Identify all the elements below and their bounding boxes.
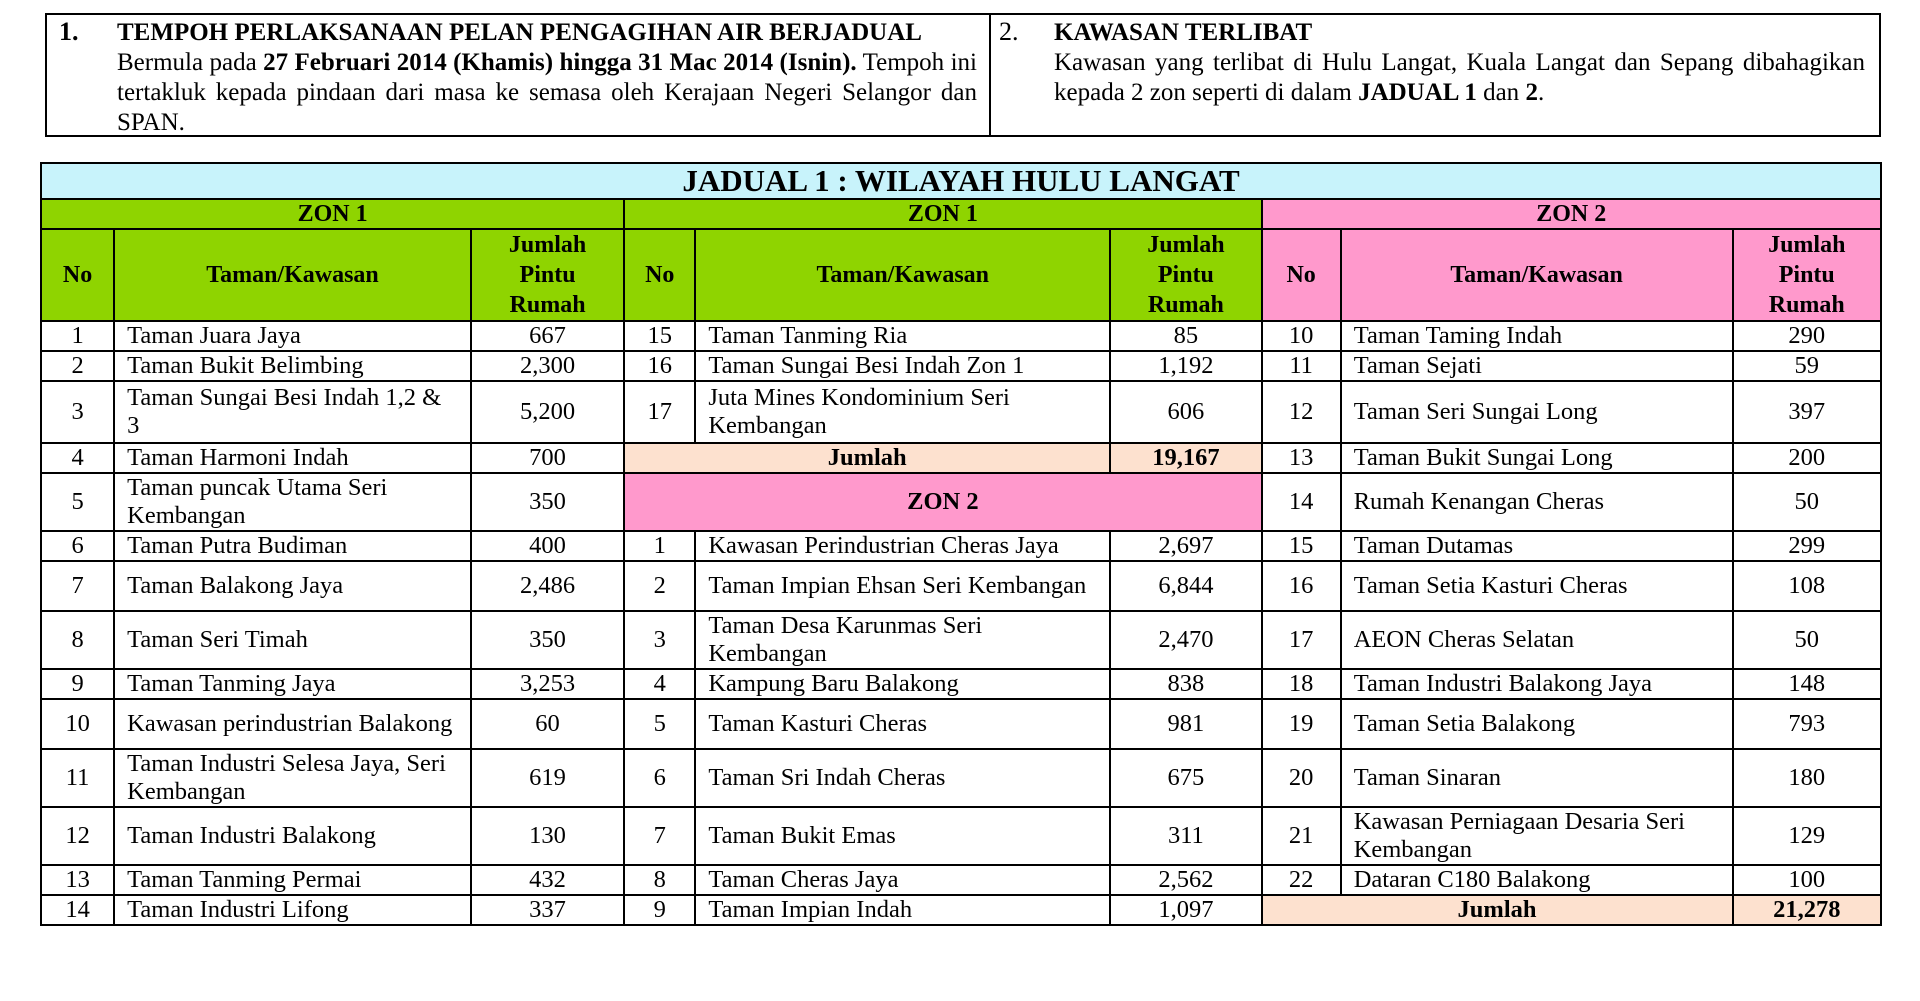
area-name: Dataran C180 Balakong [1341,865,1733,895]
area-name: Taman Bukit Emas [695,807,1110,865]
zone-header: ZON 2 [1262,199,1881,229]
zon1-total-value: 19,167 [1110,443,1261,473]
area-name: Taman Tanming Jaya [114,669,471,699]
house-count: 981 [1110,699,1261,749]
row-number: 16 [1262,561,1341,611]
row-number: 17 [1262,611,1341,669]
area-name: Kawasan perindustrian Balakong [114,699,471,749]
house-count: 619 [471,749,624,807]
row-number: 14 [1262,473,1341,531]
area-name: Taman Sungai Besi Indah 1,2 & 3 [114,381,471,443]
area-name: Taman Setia Kasturi Cheras [1341,561,1733,611]
house-count: 337 [471,895,624,925]
house-count: 2,486 [471,561,624,611]
house-count: 1,192 [1110,351,1261,381]
area-name: Taman Sri Indah Cheras [695,749,1110,807]
row-number: 2 [41,351,114,381]
house-count: 180 [1733,749,1881,807]
table-row [41,473,1881,531]
house-count: 50 [1733,611,1881,669]
column-header-area: Taman/Kawasan [114,229,471,321]
table-row [41,381,1881,443]
row-number: 7 [41,561,114,611]
house-count: 793 [1733,699,1881,749]
house-count: 59 [1733,351,1881,381]
house-count: 350 [471,473,624,531]
area-name: Taman Balakong Jaya [114,561,471,611]
area-name: Taman Juara Jaya [114,321,471,351]
house-count: 838 [1110,669,1261,699]
row-number: 3 [41,381,114,443]
table-title: JADUAL 1 : WILAYAH HULU LANGAT [41,163,1881,199]
area-name: Taman Setia Balakong [1341,699,1733,749]
area-name: Taman Tanming Permai [114,865,471,895]
row-number: 13 [41,865,114,895]
section-text: dan [1476,79,1526,106]
row-number: 11 [1262,351,1341,381]
house-count: 85 [1110,321,1261,351]
row-number: 17 [624,381,695,443]
row-number: 15 [624,321,695,351]
row-number: 11 [41,749,114,807]
house-count: 3,253 [471,669,624,699]
table-row [41,531,1881,561]
house-count: 290 [1733,321,1881,351]
area-name: Taman Industri Lifong [114,895,471,925]
table-row [41,807,1881,865]
row-number: 5 [624,699,695,749]
row-number: 6 [624,749,695,807]
section-text: . [1537,79,1545,106]
column-header-area: Taman/Kawasan [1341,229,1733,321]
house-count: 700 [471,443,624,473]
table-row [41,443,1881,473]
house-count: 50 [1733,473,1881,531]
area-name: Kampung Baru Balakong [695,669,1110,699]
area-name: Taman Desa Karunmas Seri Kembangan [695,611,1110,669]
house-count: 311 [1110,807,1261,865]
house-count: 60 [471,699,624,749]
zone-header: ZON 1 [624,199,1261,229]
row-number: 8 [41,611,114,669]
area-name: Taman Impian Indah [695,895,1110,925]
row-number: 13 [1262,443,1341,473]
column-header-area: Taman/Kawasan [695,229,1110,321]
area-name: Taman Seri Timah [114,611,471,669]
table-row [41,351,1881,381]
house-count: 129 [1733,807,1881,865]
area-name: Taman Industri Selesa Jaya, Seri Kembangan [114,749,471,807]
area-name: Taman Industri Balakong [114,807,471,865]
row-number: 1 [624,531,695,561]
row-number: 8 [624,865,695,895]
house-count: 2,300 [471,351,624,381]
area-name: Juta Mines Kondominium Seri Kembangan [695,381,1110,443]
row-number: 21 [1262,807,1341,865]
row-number: 14 [41,895,114,925]
area-name: Taman Bukit Belimbing [114,351,471,381]
house-count: 130 [471,807,624,865]
house-count: 200 [1733,443,1881,473]
column-header-count: Jumlah Pintu Rumah [1110,229,1261,321]
row-number: 9 [41,669,114,699]
section-body [117,18,977,138]
area-name: Taman Bukit Sungai Long [1341,443,1733,473]
row-number: 20 [1262,749,1341,807]
house-count: 667 [471,321,624,351]
end-date: 31 Mac 2014 (Isnin). [638,49,857,76]
row-number: 7 [624,807,695,865]
area-name: Taman puncak Utama Seri Kembangan [114,473,471,531]
row-number: 16 [624,351,695,381]
house-count: 6,844 [1110,561,1261,611]
area-name: Kawasan Perniagaan Desaria Seri Kembangan [1341,807,1733,865]
row-number: 2 [624,561,695,611]
column-header-count: Jumlah Pintu Rumah [1733,229,1881,321]
house-count: 5,200 [471,381,624,443]
house-count: 108 [1733,561,1881,611]
area-name: Rumah Kenangan Cheras [1341,473,1733,531]
zone-header: ZON 1 [41,199,624,229]
date-connector: hingga [553,49,639,76]
table-row [41,699,1881,749]
row-number: 15 [1262,531,1341,561]
area-name: AEON Cheras Selatan [1341,611,1733,669]
column-header-count: Jumlah Pintu Rumah [471,229,624,321]
column-header-no: No [41,229,114,321]
house-count: 350 [471,611,624,669]
house-count: 1,097 [1110,895,1261,925]
area-name: Taman Sejati [1341,351,1733,381]
section-number: 1. [59,17,79,46]
area-name: Taman Industri Balakong Jaya [1341,669,1733,699]
house-count: 148 [1733,669,1881,699]
table-reference: JADUAL 1 [1358,79,1477,106]
table-reference: 2 [1525,79,1538,106]
row-number: 22 [1262,865,1341,895]
zon2-total-value: 21,278 [1733,895,1881,925]
house-count: 432 [471,865,624,895]
house-count: 100 [1733,865,1881,895]
section-text: Tempoh ini tertakluk kepada pindaan dari masa ke semasa oleh Kerajaan Negeri Selangor dan SPAN. [117,49,977,136]
row-number: 5 [41,473,114,531]
row-number: 19 [1262,699,1341,749]
house-count: 2,697 [1110,531,1261,561]
zon2-header-mid: ZON 2 [624,473,1261,531]
area-name: Taman Impian Ehsan Seri Kembangan [695,561,1110,611]
table-row [41,611,1881,669]
area-name: Taman Seri Sungai Long [1341,381,1733,443]
header-info-box [45,13,1881,137]
house-count: 675 [1110,749,1261,807]
house-count: 606 [1110,381,1261,443]
section-title: TEMPOH PERLAKSANAAN PELAN PENGAGIHAN AIR BERJADUAL [117,19,922,46]
area-name: Taman Sungai Besi Indah Zon 1 [695,351,1110,381]
row-number: 4 [624,669,695,699]
row-number: 12 [1262,381,1341,443]
column-header-no: No [1262,229,1341,321]
area-name: Taman Harmoni Indah [114,443,471,473]
row-number: 6 [41,531,114,561]
house-count: 397 [1733,381,1881,443]
section-tempoh [47,15,991,135]
row-number: 3 [624,611,695,669]
section-number: 2. [999,17,1019,46]
section-body [1054,18,1865,108]
area-name: Kawasan Perindustrian Cheras Jaya [695,531,1110,561]
row-number: 1 [41,321,114,351]
column-header-no: No [624,229,695,321]
row-number: 18 [1262,669,1341,699]
area-name: Taman Putra Budiman [114,531,471,561]
table-row [41,895,1881,925]
area-name: Taman Dutamas [1341,531,1733,561]
table-row [41,865,1881,895]
section-title: KAWASAN TERLIBAT [1054,19,1313,46]
start-date: 27 Februari 2014 (Khamis) [263,49,554,76]
house-count: 299 [1733,531,1881,561]
house-count: 400 [471,531,624,561]
table-row [41,561,1881,611]
jadual-table [40,162,1882,926]
table-row [41,749,1881,807]
row-number: 10 [41,699,114,749]
area-name: Taman Sinaran [1341,749,1733,807]
area-name: Taman Kasturi Cheras [695,699,1110,749]
row-number: 9 [624,895,695,925]
house-count: 2,470 [1110,611,1261,669]
row-number: 10 [1262,321,1341,351]
table-row [41,321,1881,351]
row-number: 4 [41,443,114,473]
area-name: Taman Tanming Ria [695,321,1110,351]
area-name: Taman Taming Indah [1341,321,1733,351]
zon2-total-label: Jumlah [1262,895,1733,925]
section-text: Kawasan yang terlibat di Hulu Langat, Kuala Langat dan Sepang dibahagikan kepada 2 zon seperti di dalam [1054,49,1865,106]
area-name: Taman Cheras Jaya [695,865,1110,895]
house-count: 2,562 [1110,865,1261,895]
section-kawasan [991,15,1879,135]
table-row [41,669,1881,699]
section-text: Bermula pada [117,49,264,76]
zon1-total-label: Jumlah [624,443,1110,473]
row-number: 12 [41,807,114,865]
